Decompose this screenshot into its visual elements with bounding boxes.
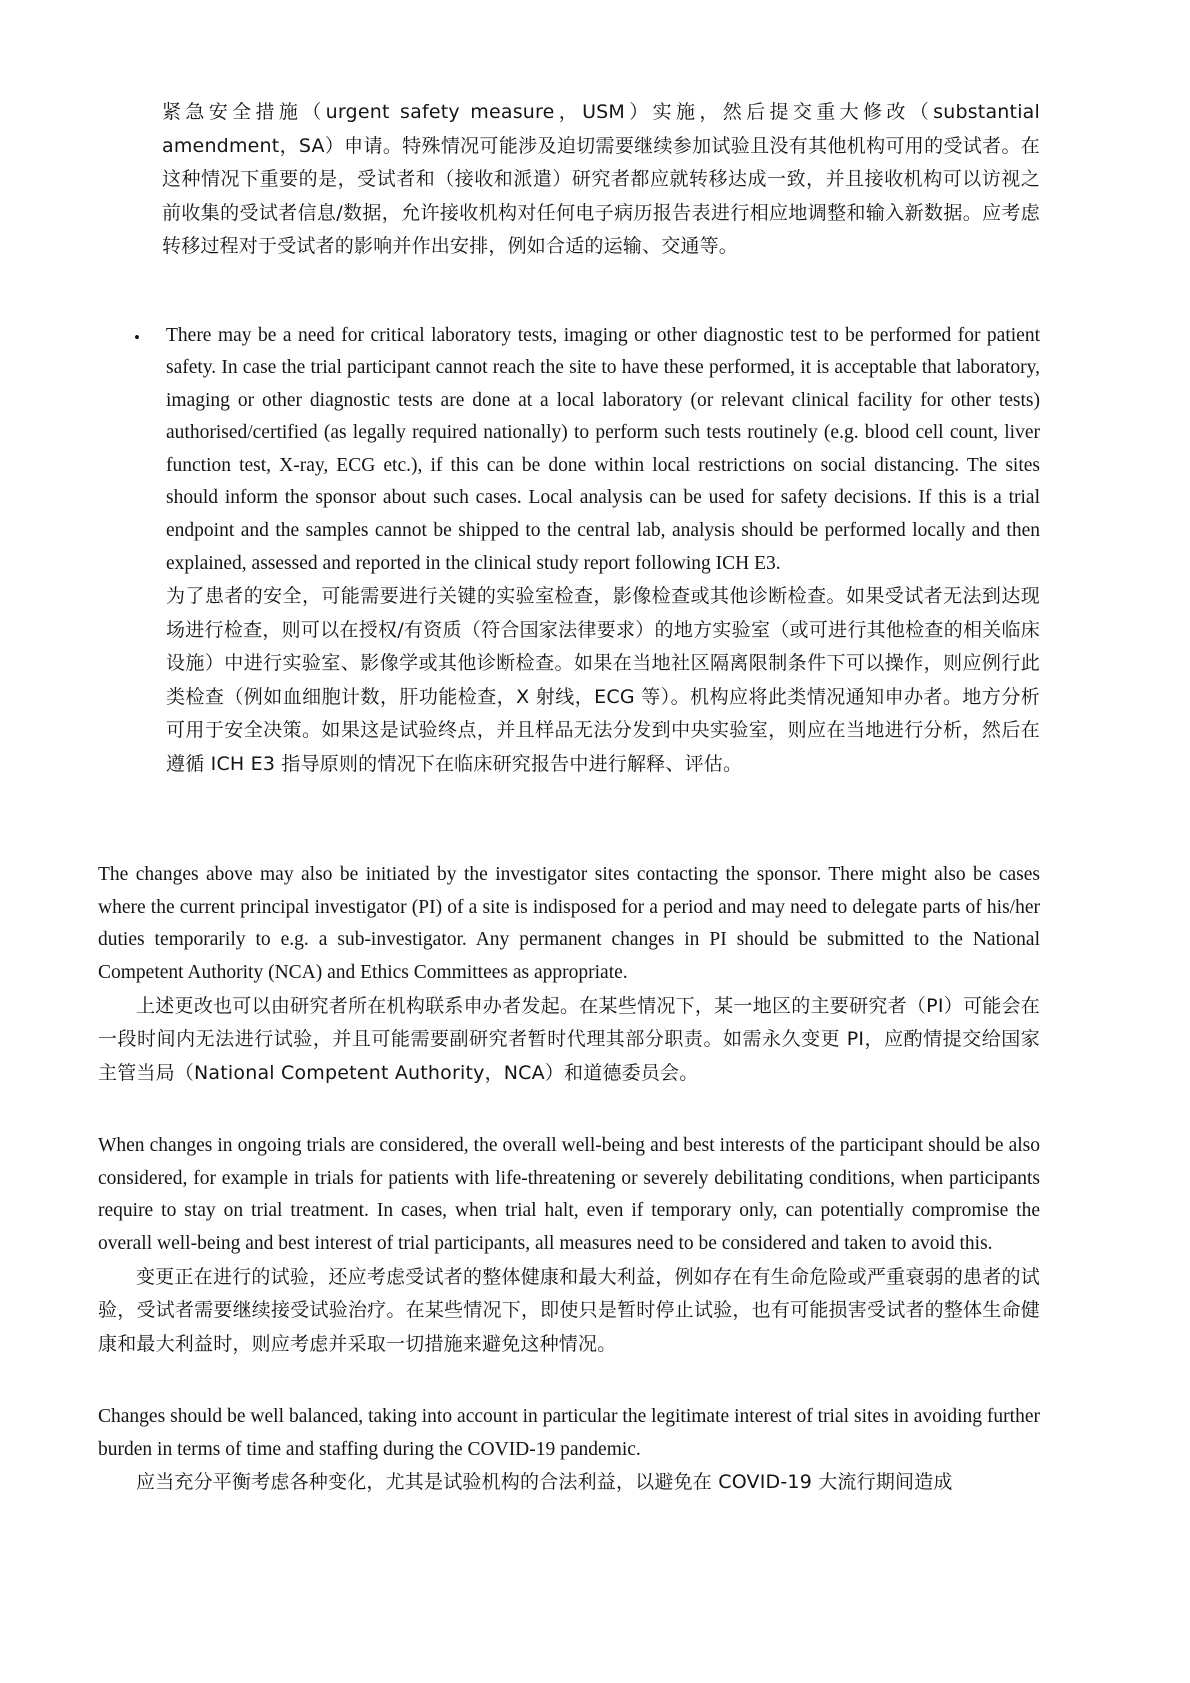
paragraph-3-chinese: 变更正在进行的试验，还应考虑受试者的整体健康和最大利益，例如存在有生命危险或严重衰弱的患者的试验，受试者需要继续接受试验治疗。在某些情况下，即使只是暂时停止试验，也有可能损害受试者的整体生命健康和最大利益时，则应考虑并采取一切措施来避免这种情况。 [98, 1265, 1040, 1355]
paragraph-block-2 [98, 859, 1040, 1090]
bullet-list-item [134, 320, 1040, 782]
bullet-point-icon: • [134, 327, 140, 347]
spacer [98, 1090, 1040, 1130]
spacer [98, 781, 1040, 859]
paragraph-block-4 [98, 1401, 1040, 1500]
paragraph-3-english: When changes in ongoing trials are considered, the overall well-being and best interests of the participant should be also considered, for example in trials for patients with life-threatening or severely debilitating conditions, when participants require to stay on trial treatment. In cases, when trial halt, even if temporary only, can potentially compromise the overall well-being and best interest of trial participants, all measures need to be considered and taken to avoid this. [98, 1135, 1040, 1254]
paragraph-2-english: The changes above may also be initiated by the investigator sites contacting the sponsor. There might also be cases where the current principal investigator (PI) of a site is indisposed for a period and may need to delegate parts of his/her duties temporarily to e.g. a sub-investigator. Any permanent changes in PI should be submitted to the National Competent Authority (NCA) and Ethics Committees as appropriate. [98, 864, 1040, 984]
bullet-english-paragraph: There may be a need for critical laboratory tests, imaging or other diagnostic test to be performed for patient safety. In case the trial participant cannot reach the site to have these performed, it is acceptable that laboratory, imaging or other diagnostic tests are done at a local laboratory (or relevant clinical facility for other tests) authorised/certified (as legally required nationally) to perform such tests routinely (e.g. blood cell count, liver function test, X-ray, ECG etc.), if this can be done within local restrictions on social distancing. The sites should inform the sponsor about such cases. Local analysis can be used for safety decisions. If this is a trial endpoint and the samples cannot be shipped to the central lab, analysis should be performed locally and then explained, assessed and reported in the clinical study report following ICH E3. [166, 324, 1040, 574]
paragraph-4-english: Changes should be well balanced, taking into account in particular the legitimate interest of trial sites in avoiding further burden in terms of time and staffing during the COVID-19 pandemic. [98, 1406, 1040, 1460]
bullet-item-body [166, 320, 1040, 782]
continuation-chinese-paragraph: 紧急安全措施（urgent safety measure，USM）实施，然后提交重大修改（substantial amendment，SA）申请。特殊情况可能涉及迫切需要继续参加试验且没有其他机构可用的受试者。在这种情况下重要的是，受试者和（接收和派遣）研究者都应就转移达成一致，并且接收机构可以访视之前收集的受试者信息/数据，允许接收机构对任何电子病历报告表进行相应地调整和输入新数据。应考虑转移过程对于受试者的影响并作出安排，例如合适的运输、交通等。 [162, 101, 1040, 257]
paragraph-4-chinese: 应当充分平衡考虑各种变化，尤其是试验机构的合法利益，以避免在 COVID-19 大流行期间造成 [136, 1471, 953, 1494]
bullet-chinese-paragraph: 为了患者的安全，可能需要进行关键的实验室检查，影像检查或其他诊断检查。如果受试者无法到达现场进行检查，则可以在授权/有资质（符合国家法律要求）的地方实验室（或可进行其他检查的相关临床设施）中进行实验室、影像学或其他诊断检查。如果在当地社区隔离限制条件下可以操作，则应例行此类检查（例如血细胞计数，肝功能检查，X 射线，ECG 等）。机构应将此类情况通知申办者。地方分析可用于安全决策。如果这是试验终点，并且样品无法分发到中央实验室，则应在当地进行分析，然后在遵循 ICH E3 指导原则的情况下在临床研究报告中进行解释、评估。 [166, 585, 1040, 775]
spacer [98, 264, 1040, 290]
paragraph-block-3 [98, 1130, 1040, 1361]
paragraph-2-chinese: 上述更改也可以由研究者所在机构联系申办者发起。在某些情况下，某一地区的主要研究者（PI）可能会在一段时间内无法进行试验，并且可能需要副研究者暂时代理其部分职责。如需永久变更 PI，应酌情提交给国家主管当局（National Competent Authority，NCA）和道德委员会。 [98, 994, 1040, 1084]
spacer [98, 1361, 1040, 1401]
continuation-block [162, 96, 1040, 264]
